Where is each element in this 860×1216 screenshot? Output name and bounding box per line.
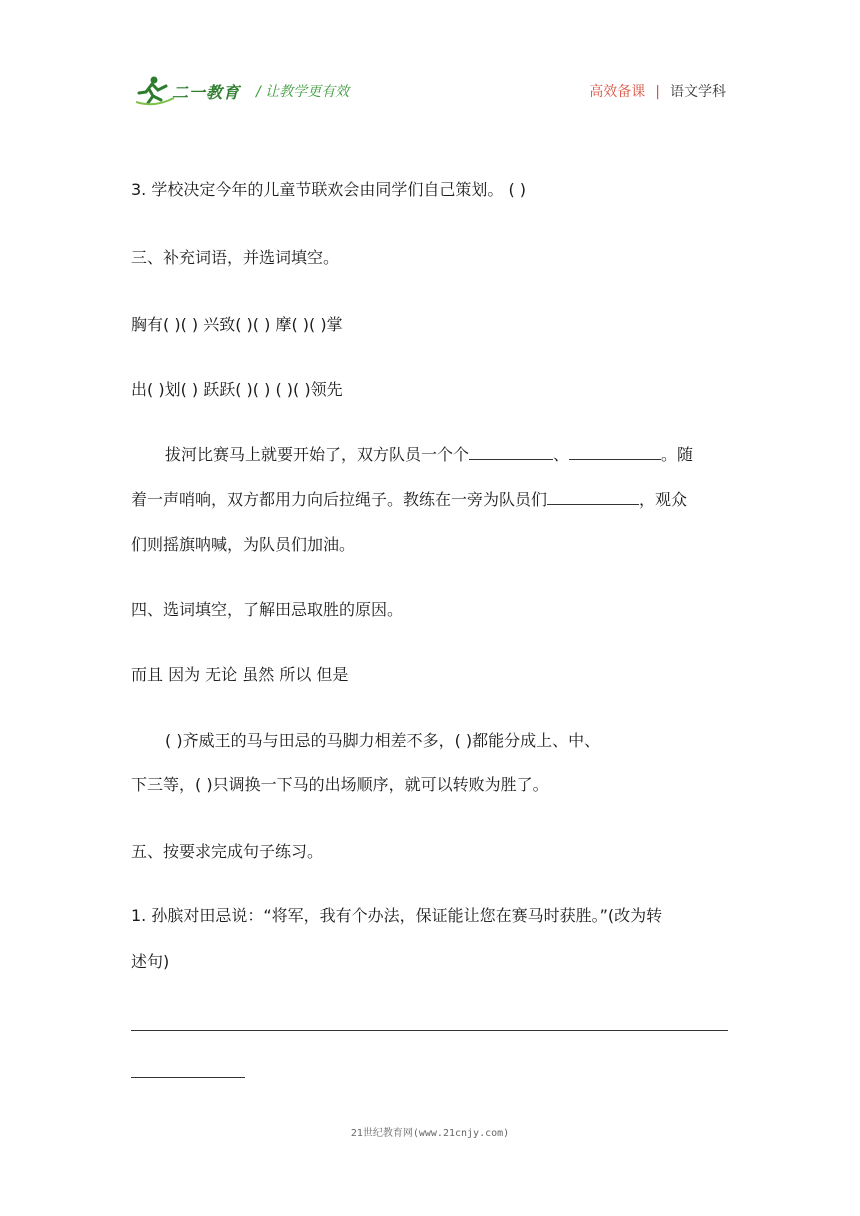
section-title: 五、按要求完成句子练习。 <box>131 842 324 861</box>
answer-line[interactable] <box>131 1077 245 1078</box>
paragraph-text: 、 <box>553 445 570 464</box>
logo-text: 二一教育 <box>172 83 241 102</box>
fill-blank[interactable] <box>547 490 639 505</box>
runner-logo-icon <box>136 74 176 106</box>
idiom-line: 出( )划( ) 跃跃( )( ) ( )( )领先 <box>131 380 343 399</box>
header-separator: | <box>655 84 660 100</box>
question-line: 3. 学校决定今年的儿童节联欢会由同学们自己策划。 ( ) <box>131 180 527 199</box>
logo <box>136 74 246 106</box>
header-label-prep: 高效备课 <box>589 84 646 100</box>
header-slogan: / 让教学更有效 <box>256 84 350 100</box>
header-label-subject: 语文学科 <box>670 84 726 100</box>
paragraph-text: 着一声哨响，双方都用力向后拉绳子。教练在一旁为队员们 <box>131 490 548 509</box>
section-title: 三、补充词语，并选词填空。 <box>131 248 340 267</box>
section-title: 四、选词填空，了解田忌取胜的原因。 <box>131 600 404 619</box>
paragraph-line: 们则摇旗呐喊，为队员们加油。 <box>131 535 356 554</box>
page-footer: 21世纪教育网(www.21cnjy.com) <box>350 1128 510 1139</box>
header-subject <box>589 81 726 101</box>
paragraph-text: ，观众 <box>639 490 688 509</box>
paragraph-line <box>165 445 693 465</box>
question-line: ( )齐威王的马与田忌的马脚力相差不多，( )都能分成上、中、 <box>165 731 601 750</box>
fill-blank[interactable] <box>469 445 553 460</box>
question-line: 述句) <box>131 952 170 971</box>
page-header <box>136 72 726 108</box>
idiom-line: 胸有( )( ) 兴致( )( ) 摩( )( )掌 <box>131 315 343 334</box>
fill-blank[interactable] <box>569 445 661 460</box>
question-line: 1. 孙膑对田忌说：“将军，我有个办法，保证能让您在赛马时获胜。”(改为转 <box>131 906 663 925</box>
paragraph-text: 拔河比赛马上就要开始了，双方队员一个个 <box>165 445 470 464</box>
answer-line[interactable] <box>131 1030 728 1031</box>
word-bank: 而且 因为 无论 虽然 所以 但是 <box>131 665 349 684</box>
paragraph-text: 。随 <box>661 445 694 464</box>
paragraph-line <box>131 490 687 510</box>
question-line: 下三等，( )只调换一下马的出场顺序，就可以转败为胜了。 <box>131 775 549 794</box>
